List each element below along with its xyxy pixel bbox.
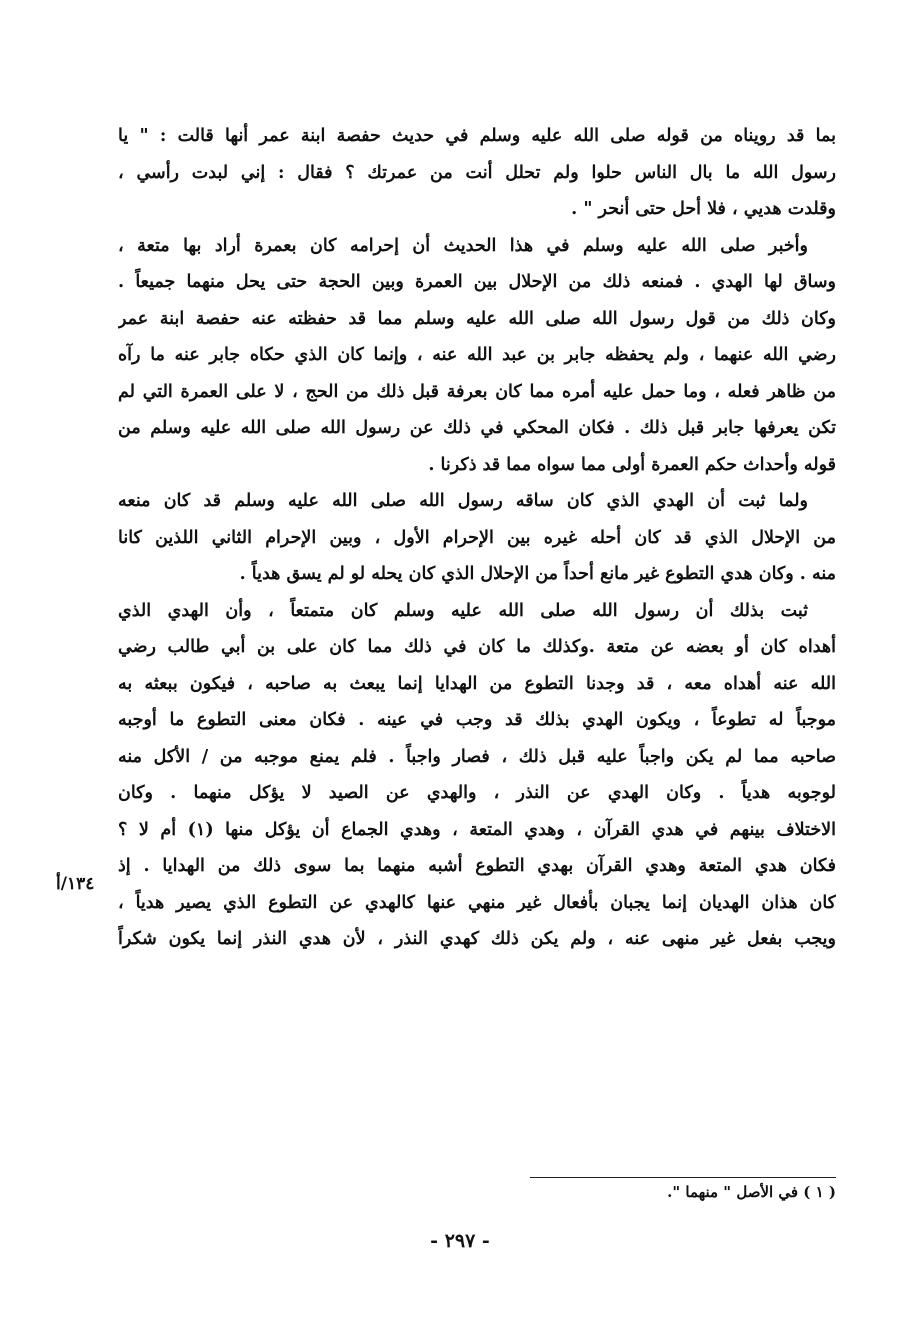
text-line: رضي الله عنهما ، ولم يحفظه جابر بن عبد الله عنه ، وإنما كان الذي حكاه جابر عنه ما رآه: [118, 345, 836, 365]
text-line: قوله وأحداث حكم العمرة أولى مما سواه مما قد ذكرنا .: [428, 454, 836, 475]
text-line: ويجب بفعل غير منهى عنه ، ولم يكن ذلك كهدي النذر ، لأن هدي النذر إنما يكون شكراً: [118, 929, 836, 949]
text-line: وقلدت هديي ، فلا أحل حتى أنحر " .: [571, 199, 836, 219]
text-line: رسول الله ما بال الناس حلوا ولم تحلل أنت من عمرتك ؟ فقال : إني لبدت رأسي ،: [118, 162, 836, 183]
text-line: من ظاهر فعله ، وما حمل عليه أمره مما كان بعرفة قبل ذلك من الحج ، لا على العمرة التي لم: [118, 381, 836, 402]
text-line: فكان هدي المتعة وهدي القرآن بهدي التطوع أشبه منهما بما سوى ذلك من الهدايا . إذ: [118, 856, 836, 876]
text-line: موجباً له تطوعاً ، ويكون الهدي بذلك قد وجب في عينه . فكان معنى التطوع ما أوجبه: [118, 710, 836, 730]
text-line: لوجوبه هدياً . وكان الهدي عن النذر ، والهدي عن الصيد لا يؤكل منهما . وكان: [118, 783, 836, 803]
text-line: كان هذان الهديان إنما يجبان بأفعال غير منهي عنها كالهدي عن التطوع الذي يصير هدياً ،: [118, 892, 836, 913]
text-line: ثبت بذلك أن رسول الله صلى الله عليه وسلم كان متمتعاً ، وأن الهدي الذي: [118, 600, 808, 621]
text-line: ولما ثبت أن الهدي الذي كان ساقه رسول الله صلى الله عليه وسلم قد كان منعه: [118, 491, 808, 511]
text-line: الاختلاف بينهم في هدي القرآن ، وهدي المتعة ، وهدي الجماع أن يؤكل منها (١) أم لا ؟: [118, 819, 836, 840]
text-line: وساق لها الهدي . فمنعه ذلك من الإحلال بين العمرة وبين الحجة حتى يحل منهما جميعاً .: [118, 272, 836, 292]
page-number: - ٢٩٧ -: [430, 1230, 490, 1252]
text-line: أهداه كان أو بعضه عن متعة .وكذلك ما كان في ذلك مما كان على بن أبي طالب رضي: [118, 637, 836, 657]
footnote-divider: [530, 1177, 836, 1178]
main-text-block: [118, 118, 836, 958]
text-line: وأخبر صلى الله عليه وسلم في هذا الحديث أن إحرامه كان بعمرة أراد بها متعة ،: [118, 235, 808, 256]
text-line: وكان ذلك من قول رسول الله صلى الله عليه وسلم مما قد حفظته عنه حفصة ابنة عمر: [118, 308, 836, 329]
text-line: الله عنه أهداه معه ، قد وجدنا التطوع من الهدايا إنما يبعث به صاحبه ، فيكون ببعثه به: [118, 673, 836, 694]
text-line: صاحبه مما لم يكن واجباً عليه قبل ذلك ، فصار واجباً . فلم يمنع موجبه من / الأكل منه: [118, 746, 836, 767]
text-line: من الإحلال الذي قد كان أحله غيره بين الإحرام الأول ، وبين الإحرام الثاني اللذين كانا: [118, 527, 836, 548]
text-line: تكن يعرفها جابر قبل ذلك . فكان المحكي في ذلك عن رسول الله صلى الله عليه وسلم من: [118, 418, 836, 438]
folio-margin-note: ١٣٤/أ: [56, 874, 95, 894]
text-line: منه . وكان هدي التطوع غير مانع أحداً من الإحلال الذي كان يحله لو لم يسق هدياً .: [239, 564, 836, 584]
text-line: بما قد رويناه من قوله صلى الله عليه وسلم في حديث حفصة ابنة عمر أنها قالت : " يا: [118, 126, 836, 146]
footnote: ( ١ ) في الأصل " منهما ".: [667, 1183, 836, 1201]
